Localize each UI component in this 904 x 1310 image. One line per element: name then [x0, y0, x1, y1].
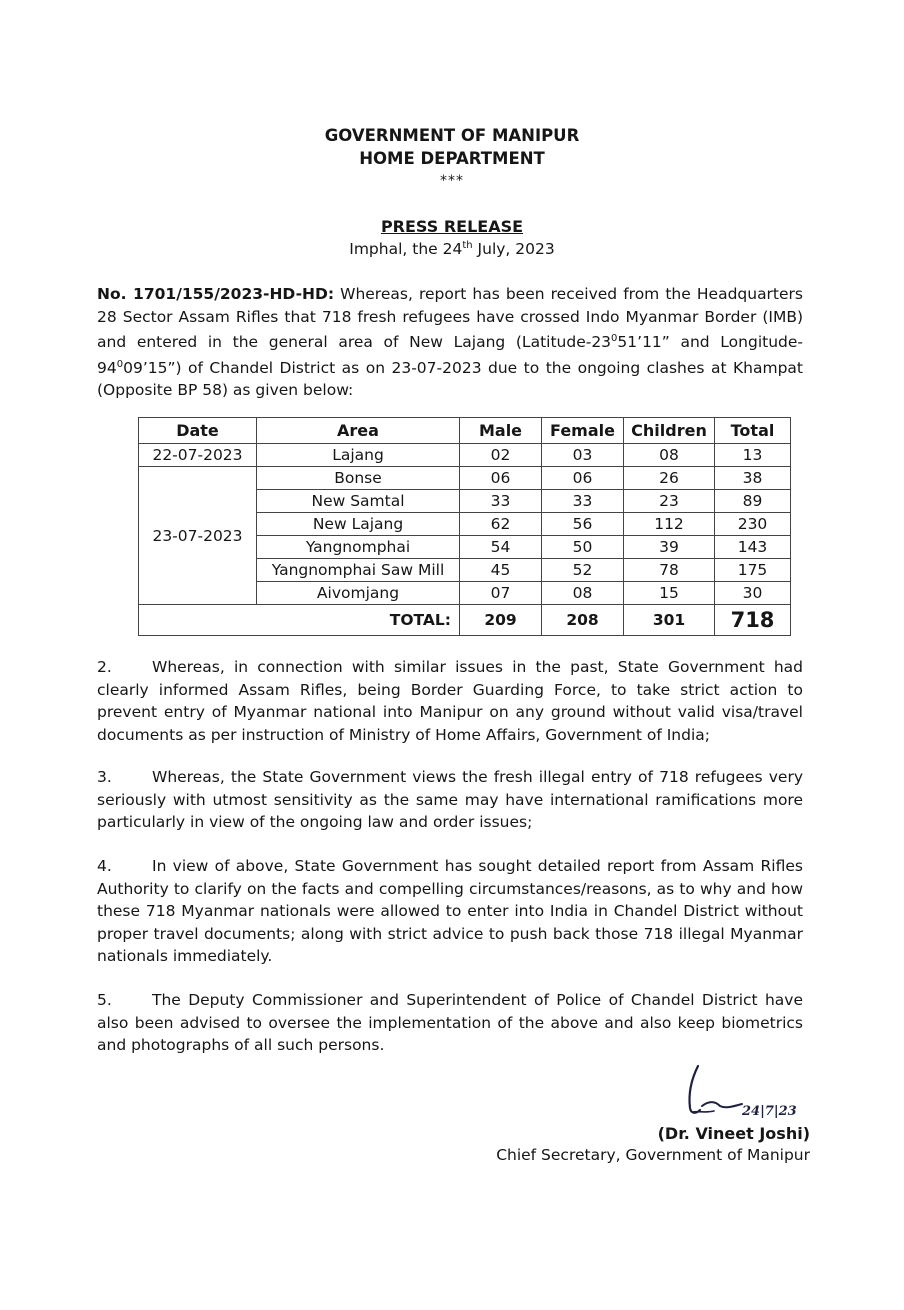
dateline [0, 240, 904, 258]
female-cell: 06 [542, 467, 624, 490]
area-cell: Bonse [257, 467, 460, 490]
dateline-suffix: th [462, 240, 473, 251]
children-cell: 39 [624, 536, 715, 559]
male-cell: 33 [460, 490, 542, 513]
paragraph-3 [97, 766, 803, 834]
total-cell: 175 [715, 559, 791, 582]
male-cell: 54 [460, 536, 542, 559]
table-total-row [139, 605, 791, 636]
government-heading: GOVERNMENT OF MANIPUR [324, 126, 580, 145]
children-cell: 26 [624, 467, 715, 490]
column-header-male: Male [460, 418, 542, 444]
table-header-row [139, 418, 791, 444]
signatory-name: (Dr. Vineet Joshi) [657, 1124, 810, 1143]
female-cell: 33 [542, 490, 624, 513]
female-cell: 56 [542, 513, 624, 536]
separator-stars: *** [440, 173, 464, 189]
paragraph-text: In view of above, State Government has sought detailed report from Assam Rifles Authority to clarify on the facts and compelling circumstances/reasons, as to why and how these 718 Myanmar nationals were allowed to enter into India in Chandel District without proper travel documents; along with strict advice to push back those 718 illegal Myanmar nationals immediately. [97, 857, 803, 965]
total-children-cell: 301 [624, 605, 715, 636]
area-cell: Yangnomphai [257, 536, 460, 559]
children-cell: 23 [624, 490, 715, 513]
column-header-female: Female [542, 418, 624, 444]
date-cell: 22-07-2023 [139, 444, 257, 467]
refugee-table [138, 417, 791, 636]
total-male-cell: 209 [460, 605, 542, 636]
paragraph-number: 2. [97, 658, 112, 676]
department-heading: HOME DEPARTMENT [359, 149, 545, 168]
paragraph-number: 3. [97, 768, 112, 786]
paragraph-5 [97, 989, 803, 1057]
date-cell: 23-07-2023 [139, 467, 257, 605]
intro-text-1: Whereas, report has been received from the Headquarters 28 Sector Assam Rifles that 718 fresh refugees have crossed Indo Myanmar Border (IMB) and entered in the general area of New Lajang (Latitude-23 [97, 285, 803, 352]
children-cell: 78 [624, 559, 715, 582]
total-cell: 38 [715, 467, 791, 490]
column-header-area: Area [257, 418, 460, 444]
dateline-month-year: July, 2023 [472, 240, 555, 259]
male-cell: 06 [460, 467, 542, 490]
total-cell: 230 [715, 513, 791, 536]
female-cell: 52 [542, 559, 624, 582]
paragraph-text: The Deputy Commissioner and Superintendent of Police of Chandel District have also been advised to oversee the implementation of the above and also keep biometrics and photographs of all such persons. [97, 991, 803, 1054]
children-cell: 15 [624, 582, 715, 605]
reference-number: No. 1701/155/2023-HD-HD: [97, 285, 335, 303]
degree-mark-1: 0 [611, 333, 618, 344]
paragraph-2 [97, 656, 803, 746]
column-header-date: Date [139, 418, 257, 444]
paragraph-text: Whereas, in connection with similar issues in the past, State Government had clearly informed Assam Rifles, being Border Guarding Force, to take strict action to prevent entry of Myanmar national into Manipur on any ground without valid visa/travel documents as per instruction of Ministry of Home Affairs, Government of India; [97, 658, 803, 744]
table-row [139, 467, 791, 490]
female-cell: 08 [542, 582, 624, 605]
column-header-children: Children [624, 418, 715, 444]
degree-mark-2: 0 [116, 358, 124, 370]
area-cell: New Samtal [257, 490, 460, 513]
male-cell: 02 [460, 444, 542, 467]
area-cell: Yangnomphai Saw Mill [257, 559, 460, 582]
area-cell: Lajang [257, 444, 460, 467]
column-header-total: Total [715, 418, 791, 444]
paragraph-text: Whereas, the State Government views the fresh illegal entry of 718 refugees very seriously with utmost sensitivity as the same may have international ramifications more particularly in view of the ongoing law and order issues; [97, 768, 803, 831]
paragraph-4 [97, 855, 803, 968]
intro-text-2: 51’11” and Longitude- 94 [97, 333, 803, 377]
children-cell: 08 [624, 444, 715, 467]
male-cell: 07 [460, 582, 542, 605]
total-cell: 143 [715, 536, 791, 559]
male-cell: 62 [460, 513, 542, 536]
total-female-cell: 208 [542, 605, 624, 636]
table-row [139, 444, 791, 467]
intro-text-3: 09’15”) of Chandel District as on 23-07-2023 due to the ongoing clashes at Khampat (Opposite BP 58) as given below: [97, 358, 803, 400]
total-cell: 89 [715, 490, 791, 513]
signatory-title: Chief Secretary, Government of Manipur [496, 1146, 810, 1164]
female-cell: 03 [542, 444, 624, 467]
female-cell: 50 [542, 536, 624, 559]
children-cell: 112 [624, 513, 715, 536]
grand-total-cell: 718 [715, 605, 791, 636]
area-cell: Aivomjang [257, 582, 460, 605]
signature-date: 24|7|23 [742, 1104, 797, 1119]
area-cell: New Lajang [257, 513, 460, 536]
paragraph-number: 4. [97, 857, 112, 875]
intro-paragraph [97, 283, 803, 402]
male-cell: 45 [460, 559, 542, 582]
paragraph-number: 5. [97, 991, 112, 1009]
dateline-place: Imphal, the 24 [349, 240, 463, 259]
total-cell: 30 [715, 582, 791, 605]
total-cell: 13 [715, 444, 791, 467]
total-label: TOTAL: [139, 605, 460, 636]
press-release-title: PRESS RELEASE [380, 217, 524, 236]
